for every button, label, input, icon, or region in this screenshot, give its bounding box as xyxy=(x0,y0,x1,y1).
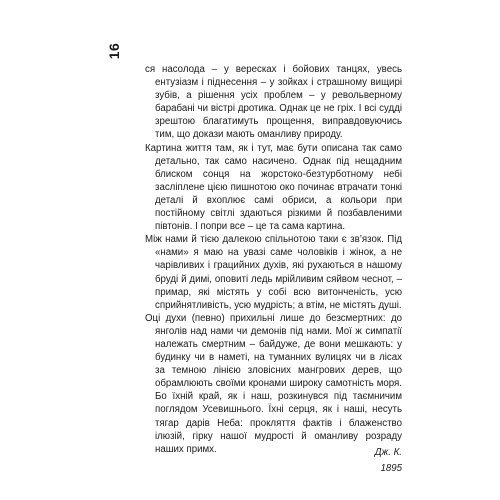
paragraph-4: Оці духи (певно) прихильні лише до безсмертних: до янголів над нами чи демонів під нами. Мої ж симпатії належать смертним – байдуже, де вони мешкають: у будинку чи в наметі, на туманних вулицях чи в лісах за темною лінією зловісних мангрових дерев, що обрамлюють своїми кронами широку самотність моря. Бо їхній край, як і наш, розкинувся під таємничим поглядом Усевишнього. Їхні серця, як і наші, несуть тягар дарів Неба: прокляття фактів і блаженство ілюзій, гірку нашої мудрості й оманливу розраду наших примх. xyxy=(145,312,402,455)
text-column xyxy=(145,63,402,456)
signature-year: 1895 xyxy=(380,463,402,474)
paragraph-1: ся насолода – у вересках і бойових танцях, увесь ентузіазм і піднесення – у зойках і страшному вищирі зубів, а рішення усіх проблем – у револьверному барабані чи вістрі дротика. Однак це не гріх. І всі судді зрештою благатимуть прощення, виправдовуючись тим, що докази мають оманливу природу. xyxy=(145,64,402,141)
page-number: 16 xyxy=(106,42,122,60)
signature-author: Дж. К. xyxy=(374,447,402,458)
signature-block xyxy=(375,445,402,477)
paragraph-3: Між нами й тією далекою спільнотою таки є зв’язок. Під «нами» я маю на увазі саме чоловіків і жінок, а не чарівливих і грацийних духів, які рухаються в нашому бруді й димі, оповиті ледь мрійливим сяйвом чеснот, – примар, які містять у собі всю витонченість, усю сприйнятливість, усю мудрість; а втім, не містять душі. xyxy=(145,234,402,311)
paragraph-2: Картина життя там, як і тут, має бути описана так само детально, так само насичено. Однак під нещадним блиском сонця на жорстоко-безтурботному небі засліплене цією пишнотою око починає втрачати тонкі деталі й вхоплює самі обриси, а кольори при постійному світлі здаються різкими й позбавленими півтонів. І попри все – це та сама картина. xyxy=(145,142,402,233)
